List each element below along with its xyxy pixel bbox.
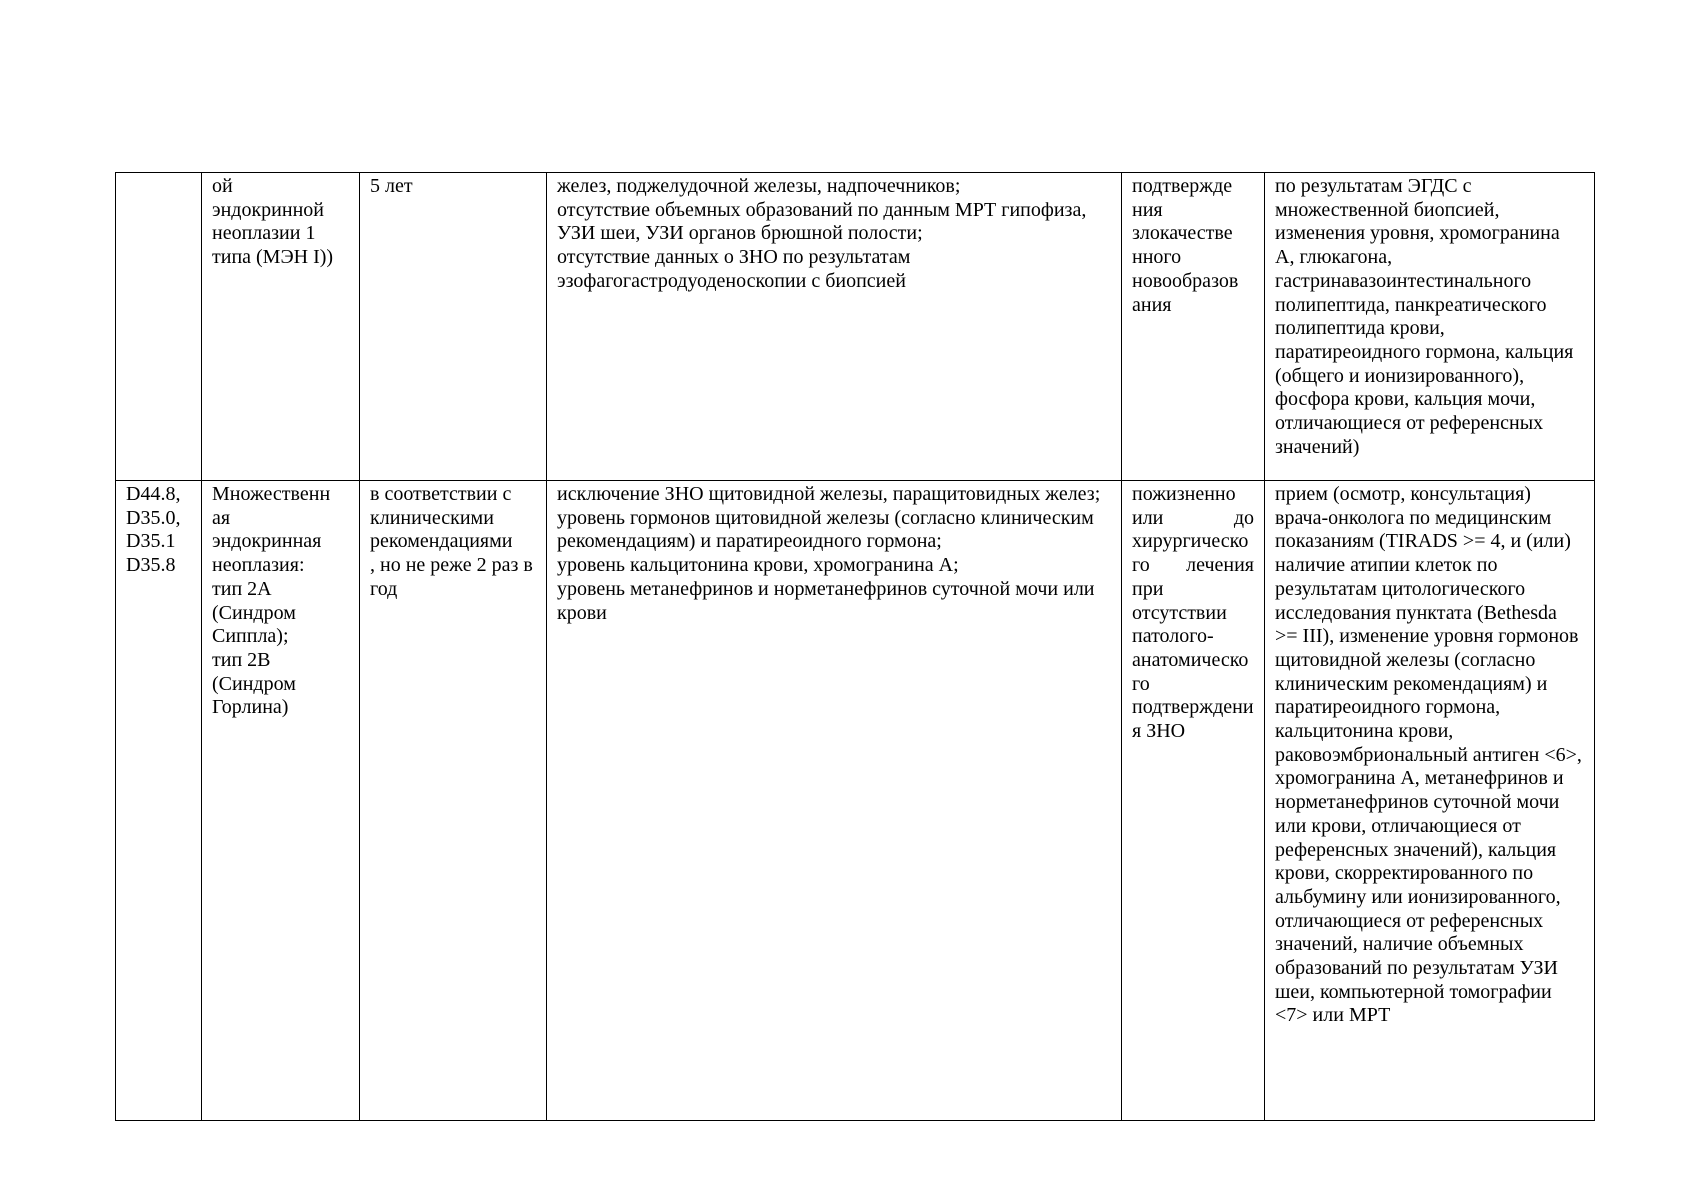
criteria-cell: исключение ЗНО щитовидной железы, паращитовидных желез; уровень гормонов щитовидной железы (согласно клиническим рекомендациям) и паратиреоидного гормона; уровень кальцитонина крови, хромогранина А; уровень метанефринов и норметанефринов суточной мочи или крови: [547, 481, 1122, 1121]
frequency-cell: 5 лет: [360, 173, 547, 481]
diagnosis-cell: Множественн ая эндокринная неоплазия: тип 2А (Синдром Сиппла); тип 2В (Синдром Горлина): [202, 481, 360, 1121]
frequency-cell: в соответствии с клиническими рекомендациями , но не реже 2 раз в год: [360, 481, 547, 1121]
table-row: [116, 173, 1595, 481]
table-row: [116, 481, 1595, 1121]
duration-cell: подтвержде ния злокачестве нного новообразов ания: [1122, 173, 1265, 481]
referral-cell: по результатам ЭГДС с множественной биопсией, изменения уровня, хромогранина А, глюкагона, гастринавазоинтестинального полипептида, панкреатического полипептида крови, паратиреоидного гормона, кальция (общего и ионизированного), фосфора крови, кальция мочи, отличающиеся от референсных значений): [1265, 173, 1595, 481]
referral-cell: прием (осмотр, консультация) врача-онколога по медицинским показаниям (TIRADS >= 4, и (или) наличие атипии клеток по результатам цитологического исследования пунктата (Bethesda >= III), изменение уровня гормонов щитовидной железы (согласно клиническим рекомендациям) и паратиреоидного гормона, кальцитонина крови, раковоэмбриональный антиген <6>, хромогранина А, метанефринов и норметанефринов суточной мочи или крови, отличающиеся от референсных значений), кальция крови, скорректированного по альбумину или ионизированного, отличающиеся от референсных значений, наличие объемных образований по результатам УЗИ шеи, компьютерной томографии <7> или МРТ: [1265, 481, 1595, 1121]
icd-code-cell: D44.8, D35.0, D35.1 D35.8: [116, 481, 202, 1121]
criteria-cell: желез, поджелудочной железы, надпочечников; отсутствие объемных образований по данным МРТ гипофиза, УЗИ шеи, УЗИ органов брюшной полости; отсутствие данных о ЗНО по результатам эзофагогастродуоденоскопии с биопсией: [547, 173, 1122, 481]
icd-code-cell: [116, 173, 202, 481]
diagnosis-cell: ой эндокринной неоплазии 1 типа (МЭН I)): [202, 173, 360, 481]
duration-cell: пожизненно или до хирургического лечения при отсутствии патолого-анатомического подтверждения ЗНО: [1122, 481, 1265, 1121]
dispensary-observation-table: [115, 172, 1595, 1121]
